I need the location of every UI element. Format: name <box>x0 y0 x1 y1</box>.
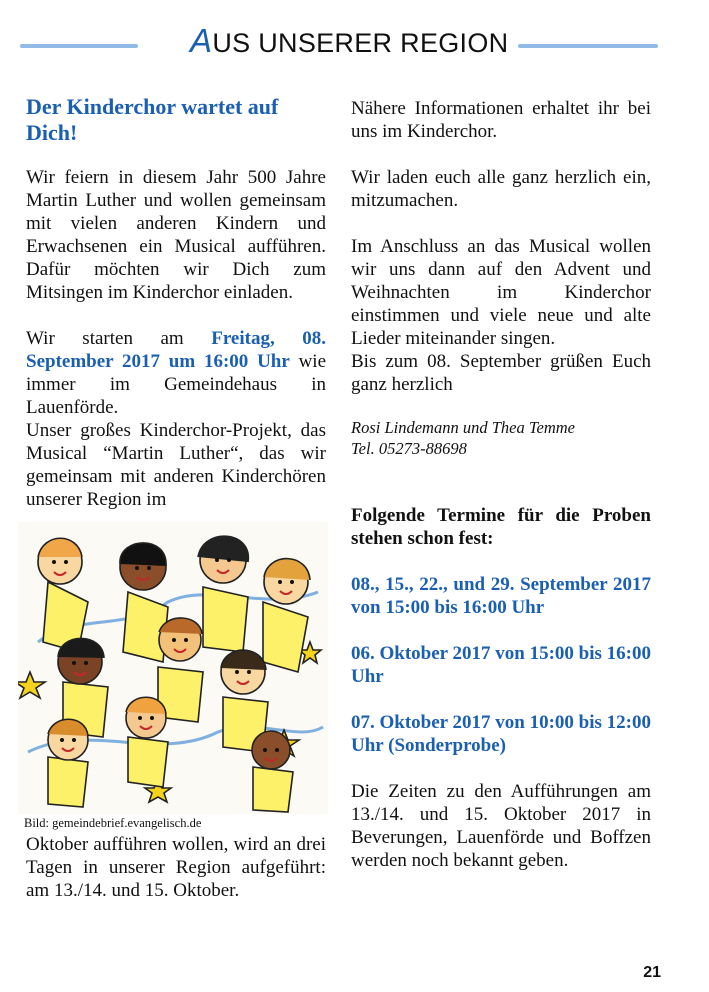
start-tail: wie immer im Gemeindehaus in Lauenförde. <box>26 351 327 418</box>
paragraph-intro: Wir feiern in diesem Jahr 500 Jahre Martin Luther und wollen gemeinsam mit vielen anderen Kindern und Erwachsenen ein Musical aufführen. Dafür möchten wir Dich zum Mitsingen im Kinderchor einladen. <box>26 167 326 303</box>
termine-heading: Folgende Termine für die Proben stehen schon fest: <box>351 505 651 549</box>
paragraph-start <box>26 327 326 419</box>
start-lead: Wir starten am <box>26 328 212 349</box>
article-headline: Der Kinderchor wartet auf Dich! <box>26 94 279 145</box>
paragraph-advent: Im Anschluss an das Musical wollen wir uns dann auf den Advent und Weihnachten im Kinderchor einstimmen und viele neue und alte Lieder miteinander singen. <box>351 236 651 349</box>
section-title-rest: US UNSERER REGION <box>212 28 509 58</box>
section-title <box>190 22 509 60</box>
left-column <box>26 94 326 902</box>
termin-item-1: 08., 15., 22., und 29. September 2017 von 15:00 bis 16:00 Uhr <box>351 574 651 618</box>
header-rule-left <box>20 44 138 48</box>
signature-phone: Tel. 05273-88698 <box>351 439 467 458</box>
paragraph-greeting: Bis zum 08. September grüßen Euch ganz herzlich <box>351 351 651 395</box>
children-choir-illustration <box>18 522 328 814</box>
termin-item-2: 06. Oktober 2017 von 15:00 bis 16:00 Uhr <box>351 643 651 687</box>
signature-names: Rosi Lindemann und Thea Temme <box>351 418 575 437</box>
paragraph-performance: Oktober aufführen wollen, wird an drei Tagen in unserer Region aufgeführt: am 13./14. und 15. Oktober. <box>26 834 326 901</box>
right-column <box>351 97 651 872</box>
page-number: 21 <box>643 964 661 981</box>
paragraph-info: Nähere Informationen erhaltet ihr bei uns im Kinderchor. <box>351 98 651 142</box>
paragraph-closing: Die Zeiten zu den Aufführungen am 13./14. und 15. Oktober 2017 in Beverungen, Lauenförde und Boffzen werden noch bekannt geben. <box>351 781 651 871</box>
section-title-initial: A <box>190 22 213 59</box>
paragraph-project: Unser großes Kinderchor-Projekt, das Musical “Martin Luther“, das wir gemeinsam mit anderen Kinderchören unserer Region im <box>26 420 326 510</box>
image-caption: Bild: gemeindebrief.evangelisch.de <box>24 816 202 830</box>
termin-item-3: 07. Oktober 2017 von 10:00 bis 12:00 Uhr (Sonderprobe) <box>351 712 651 756</box>
start-date: Freitag, 08. September 2017 um 16:00 Uhr <box>26 328 326 372</box>
paragraph-invite: Wir laden euch alle ganz herzlich ein, mitzumachen. <box>351 167 651 211</box>
header-rule-right <box>518 44 658 48</box>
